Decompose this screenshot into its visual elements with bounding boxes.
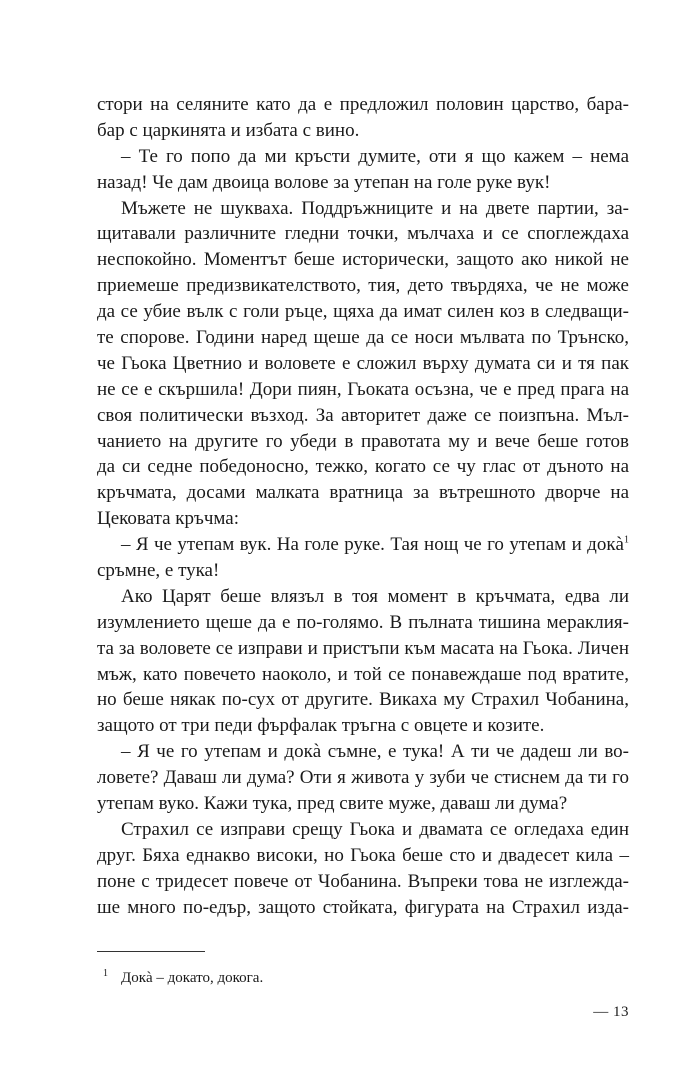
text-line: кръчмата, досами малката вратница за вътрешното дворче на [97, 482, 629, 504]
text-line: бар с царкинята и избата с вино. [97, 119, 360, 141]
text-line: сръмне, е тука! [97, 560, 220, 582]
text-line: изумлението щеше да е по-голямо. В пълната тишина мераклия- [97, 611, 629, 633]
text-line: Страхил се изправи срещу Гьока и двамата се огледаха един [121, 818, 629, 840]
text-line: ше много по-едър, защото стойката, фигурата на Страхил изда- [97, 896, 629, 918]
footnote: 1 Докà – докато, докога. [103, 968, 264, 986]
text-line: та за воловете се изправи и пристъпи към масата на Гьока. Личен [97, 637, 629, 659]
text-line: приемеше предизвикателството, тия, дето твърдяха, че не може [97, 275, 629, 297]
text-line: утепам вуко. Кажи тука, пред свите муже, даваш ли дума? [97, 793, 568, 815]
text-line: чанието на другите го убеди в правотата му и вече беше готов [97, 430, 629, 452]
footnote-reference: 1 [624, 534, 629, 546]
footnote-divider [97, 951, 205, 952]
text-line: защото от три педи фърфалак тръгна с овцете и козите. [97, 715, 545, 737]
footnote-text: Докà – докато, докога. [121, 970, 264, 986]
text-line: те спорове. Години наред щеше да се носи мълвата по Трънско, [97, 327, 629, 349]
text-line: поне с тридесет повече от Чобанина. Въпреки това не изглежда- [97, 870, 629, 892]
text-line: Цековата кръчма: [97, 508, 240, 530]
text-line: Мъжете не шукваха. Поддръжниците и на двете партии, за- [121, 197, 629, 219]
text-line: – Я че го утепам и докà съмне, е тука! А ти че дадеш ли во- [121, 741, 629, 763]
text-line: неспокойно. Моментът беше исторически, защото ако никой не [97, 249, 629, 271]
text-line: стори на селяните като да е предложил половин царство, бара- [97, 94, 629, 115]
text-line: Ако Царят беше влязъл в тоя момент в кръчмата, едва ли [121, 585, 629, 607]
text-line: своя политически възход. За авторитет даже се поизпъна. Мъл- [97, 404, 629, 426]
text-line: друг. Бяха еднакво високи, но Гьока беше сто и двадесет кила – [97, 844, 629, 866]
text-line: – Те го попо да ми кръсти думите, оти я що кажем – нема [121, 145, 629, 167]
body-text [97, 92, 629, 921]
text-line: да си седне победоносно, тежко, когато се чу глас от дъното на [97, 456, 629, 478]
text-line: но беше някак по-сух от другите. Викаха му Страхил Чобанина, [97, 689, 629, 711]
text-line-content: – Я че утепам вук. На голе руке. Тая нощ че го утепам и докà [121, 534, 624, 556]
text-line-with-footnote [97, 532, 629, 558]
text-line: щитавали различните гледни точки, мълчаха и се споглеждаха [97, 223, 629, 245]
text-line: мъж, като повечето наоколо, и той се понавеждаше под вратите, [97, 663, 629, 685]
text-line: назад! Че дам двоица волове за утепан на голе руке вук! [97, 171, 551, 193]
text-line: ловете? Даваш ли дума? Оти я живота у зуби че стиснем да ти го [97, 767, 629, 789]
page-number: — 13 [593, 1004, 629, 1020]
text-line: че Гьока Цветнио и воловете е сложил върху думата си и тя пак [97, 352, 629, 374]
text-line: да се убие вълк с голи ръце, щяха да имат силен коз в следващи- [97, 301, 629, 323]
text-line: не се е скършила! Дори пиян, Гьоката осъзна, че е пред прага на [97, 378, 629, 400]
